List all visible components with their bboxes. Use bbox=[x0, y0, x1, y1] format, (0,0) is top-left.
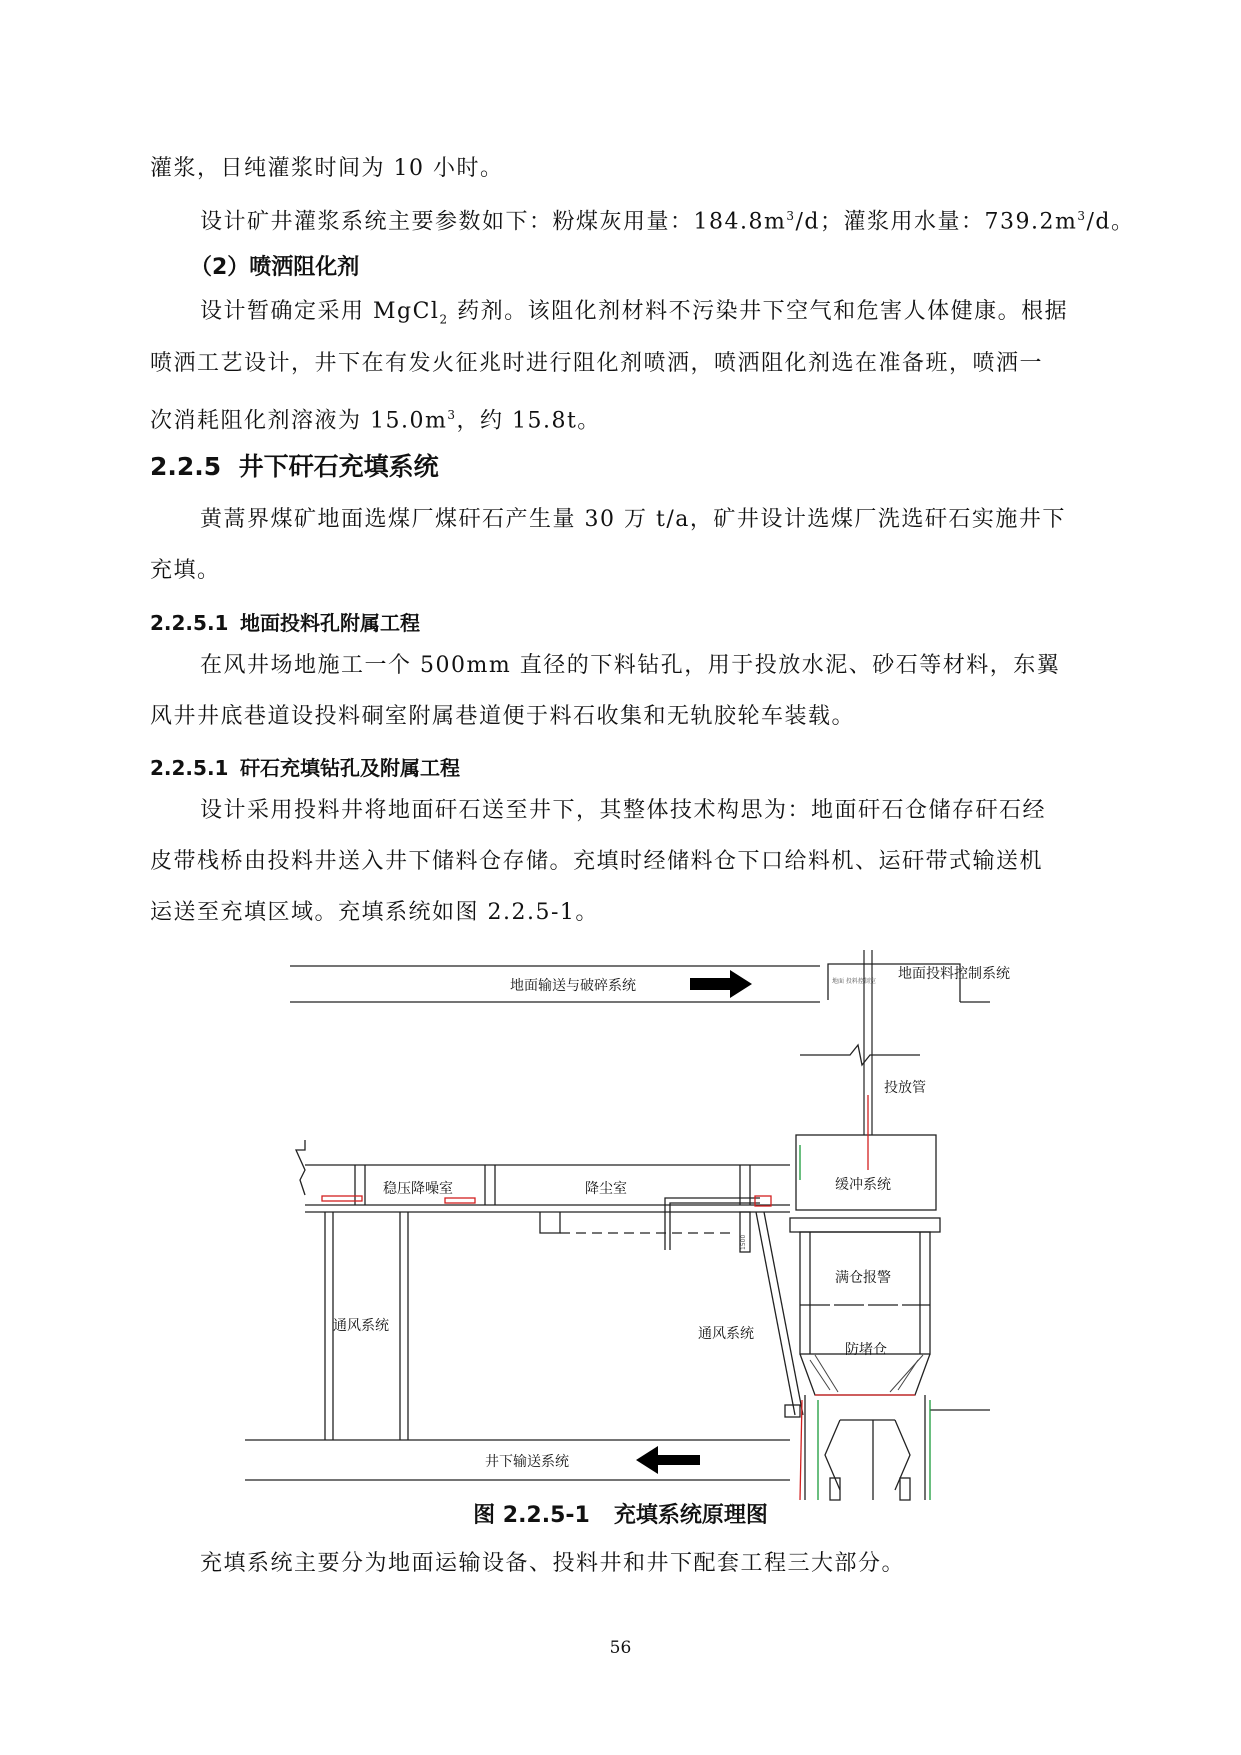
vent-inclined-foot bbox=[785, 1405, 800, 1417]
p2-prefix: 设计矿井灌浆系统主要参数如下：粉煤灰用量：184.8m bbox=[200, 209, 787, 235]
caption-number: 图 2.2.5-1 bbox=[473, 1503, 590, 1528]
surface-conveyor-label: 地面输送与破碎系统 bbox=[510, 978, 636, 994]
chute-left bbox=[825, 1420, 840, 1490]
surface-flow-arrow bbox=[690, 970, 752, 998]
paragraph-6-line-3: 运送至充填区域。充填系统如图 2.2.5-1。 bbox=[150, 900, 599, 925]
drop-pipe-label: 投放管 bbox=[884, 1080, 926, 1096]
vent-inclined-a bbox=[756, 1212, 795, 1415]
chute-right bbox=[895, 1420, 910, 1490]
bin-body bbox=[800, 1232, 930, 1354]
p2-sup1: 3 bbox=[786, 209, 796, 223]
paragraph-5-line-1: 在风井场地施工一个 500mm 直径的下料钻孔，用于投放水泥、砂石等材料，东翼 bbox=[200, 653, 1061, 678]
figure-caption bbox=[0, 1498, 1241, 1529]
surface-control-label: 地面投料控制系统 bbox=[898, 966, 1010, 982]
paragraph-1-text: 灌浆，日纯灌浆时间为 10 小时。 bbox=[150, 156, 504, 181]
paragraph-5-line-2: 风井井底巷道设投料硐室附属巷道便于料石收集和无轨胶轮车装载。 bbox=[150, 704, 856, 729]
p3-sub: 2 bbox=[439, 312, 449, 327]
section-number: 2.2.5 bbox=[150, 452, 222, 481]
pressure-room-label: 稳压降噪室 bbox=[383, 1181, 453, 1197]
p3-l3-prefix: 次消耗阻化剂溶液为 15.0m bbox=[150, 408, 448, 434]
caption-title: 充填系统原理图 bbox=[613, 1503, 768, 1528]
dim-1500-label: 1500 bbox=[740, 1234, 747, 1250]
paragraph-4-line-2: 充填。 bbox=[150, 558, 221, 583]
paragraph-7: 充填系统主要分为地面运输设备、投料井和井下配套工程三大部分。 bbox=[200, 1551, 906, 1576]
sub-heading: （2）喷洒阻化剂 bbox=[190, 255, 360, 280]
section-title: 井下矸石充填系统 bbox=[238, 452, 439, 481]
p3-prefix: 设计暂确定采用 MgCl bbox=[200, 299, 440, 324]
subsection-b-number: 2.2.5.1 bbox=[150, 756, 229, 780]
red-box-1 bbox=[322, 1196, 362, 1201]
p3-suffix: 药剂。该阻化剂材料不污染井下空气和危害人体健康。根据 bbox=[448, 299, 1069, 324]
p3-sup: 3 bbox=[447, 408, 457, 422]
full-alarm-label: 满仓报警 bbox=[835, 1270, 891, 1286]
subsection-b-title: 矸石充填钻孔及附属工程 bbox=[240, 756, 460, 780]
paragraph-4-line-1: 黄蒿界煤矿地面选煤厂煤矸石产生量 30 万 t/a，矿井设计选煤厂洗选矸石实施井下 bbox=[200, 507, 1066, 532]
vent-inclined-b bbox=[764, 1212, 803, 1415]
dust-sump bbox=[540, 1212, 560, 1233]
paragraph-3-line-2: 喷洒工艺设计，井下在有发火征兆时进行阻化剂喷洒，喷洒阻化剂选在准备班，喷洒一 bbox=[150, 351, 1044, 376]
feeder-right bbox=[900, 1478, 910, 1500]
page-number: 56 bbox=[609, 1638, 632, 1658]
underground-conveyor-label: 井下输送系统 bbox=[485, 1454, 569, 1470]
p3-l3-suffix: ，约 15.8t。 bbox=[456, 408, 601, 434]
paragraph-6-line-1: 设计采用投料井将地面矸石送至井下，其整体技术构思为：地面矸石仓储存矸石经 bbox=[200, 798, 1047, 823]
left-wall-break bbox=[296, 1140, 305, 1195]
red-box-2 bbox=[445, 1198, 475, 1203]
buffer-label: 缓冲系统 bbox=[835, 1177, 891, 1193]
subsection-a-number: 2.2.5.1 bbox=[150, 611, 229, 635]
paragraph-6-line-2: 皮带栈桥由投料井送入井下储料仓存储。充填时经储料仓下口给料机、运矸带式输送机 bbox=[150, 849, 1044, 874]
ground-break-line bbox=[800, 1045, 920, 1065]
buffer-box bbox=[796, 1135, 936, 1210]
p2-sup2: 3 bbox=[1077, 209, 1087, 223]
feeder-left bbox=[830, 1478, 840, 1500]
control-room-small-label: 地面 投料控制室 bbox=[832, 978, 876, 985]
anti-block-label: 防堵仓 bbox=[845, 1342, 887, 1358]
vent-left-label: 通风系统 bbox=[333, 1318, 389, 1334]
vent-right-label: 通风系统 bbox=[698, 1326, 754, 1342]
bin-top-slab bbox=[790, 1218, 940, 1232]
dust-room-label: 降尘室 bbox=[585, 1181, 627, 1197]
p2-suffix: /d。 bbox=[1086, 209, 1135, 235]
p2-mid: /d；灌浆用水量：739.2m bbox=[795, 209, 1078, 235]
subsection-a-title: 地面投料孔附属工程 bbox=[240, 611, 420, 635]
underground-flow-arrow bbox=[636, 1446, 700, 1474]
